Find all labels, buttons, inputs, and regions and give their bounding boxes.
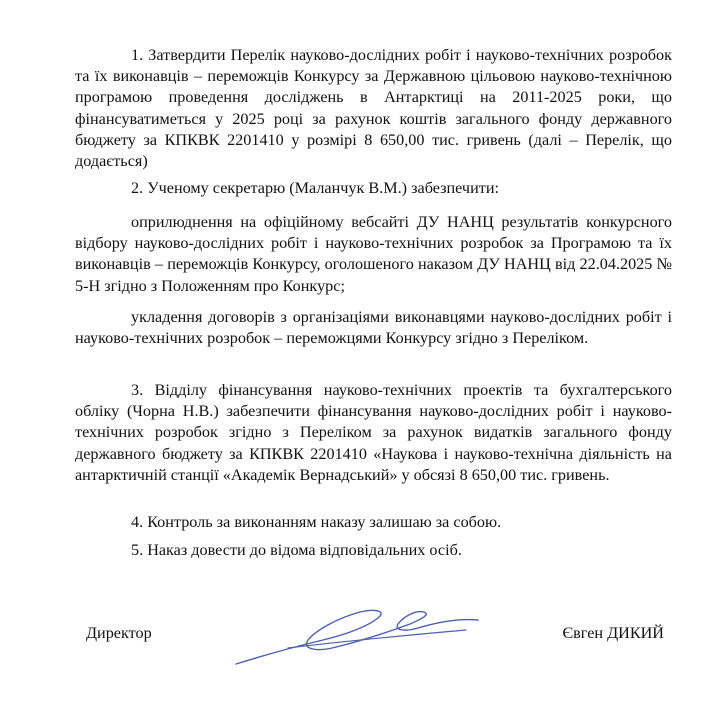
signature-icon xyxy=(228,596,488,676)
paragraph-item-2-publication: оприлюднення на офіційному вебсайті ДУ НАНЦ результатів конкурсного відбору науково-дослідних робіт і науково-технічних розробок за Програмою та їх виконавців – переможців Конкурсу, оголошеного наказом ДУ НАНЦ від 22.04.2025 № 5-Н згідно з Положенням про Конкурс; xyxy=(75,213,672,295)
paragraph-item-5: 5. Наказ довести до відома відповідальних осіб. xyxy=(131,541,462,559)
paragraph-item-1: 1. Затвердити Перелік науково-дослідних робіт і науково-технічних розробок та їх виконавців – переможців Конкурсу за Державною цільовою науково-технічною програмою проведення досліджень в Антарктиці на 2011-2025 роки, що фінансуватиметься у 2025 році за рахунок коштів загального фонду державного бюджету за КПКВК 2201410 у розмірі 8 650,00 тис. гривень (далі – Перелік, що додається) xyxy=(75,46,672,171)
signer-name: Євген ДИКИЙ xyxy=(562,624,664,642)
paragraph-item-4: 4. Контроль за виконанням наказу залишаю за собою. xyxy=(131,513,502,531)
paragraph-item-2-contracts: укладення договорів з організаціями виконавцями науково-дослідних робіт і науково-технічних розробок – переможцями Конкурсу згідно з Переліком. xyxy=(75,308,672,348)
signer-role: Директор xyxy=(86,624,152,642)
paragraph-item-2: 2. Ученому секретарю (Маланчук В.М.) забезпечити: xyxy=(131,179,499,197)
signature-stroke-loop xyxy=(236,610,478,664)
paragraph-item-3: 3. Відділу фінансування науково-технічних проектів та бухгалтерського обліку (Чорна Н.В.) забезпечити фінансування науково-дослідних робіт і науково-технічних розробок згідно з Переліком за рахунок видатків загального фонду державного бюджету за КПКВК 2201410 «Наукова і науково-технічна діяльність на антарктичній станції «Академік Вернадський» у обсязі 8 650,00 тис. гривень. xyxy=(75,381,672,484)
